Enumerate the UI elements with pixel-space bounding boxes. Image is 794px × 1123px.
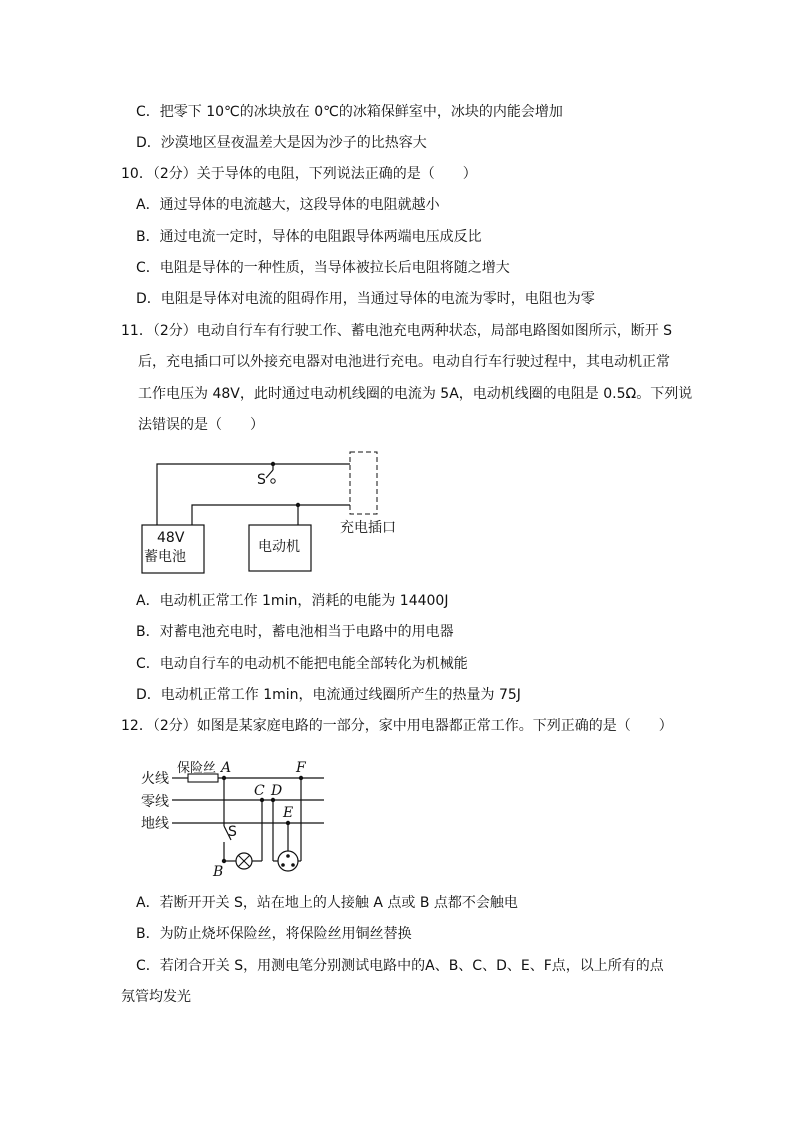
point-b-label: B xyxy=(213,864,224,880)
fuse-label: 保险丝 xyxy=(177,761,217,776)
q12-option-b: B．为防止烧坏保险丝，将保险丝用铜丝替换 xyxy=(136,926,412,942)
q11-stem-line-2: 后，充电插口可以外接充电器对电池进行充电。电动自行车行驶过程中，其电动机正常 xyxy=(138,354,670,370)
three-pin-socket-symbol xyxy=(278,851,298,871)
prev-option-d: D．沙漠地区昼夜温差大是因为沙子的比热容大 xyxy=(136,135,427,151)
q11-option-a: A．电动机正常工作 1min，消耗的电能为 14400J xyxy=(136,593,449,609)
point-d-label: D xyxy=(271,783,283,799)
point-f-label: F xyxy=(296,760,306,776)
q12-option-a: A．若断开开关 S，站在地上的人接触 A 点或 B 点都不会触电 xyxy=(136,895,518,911)
live-wire-label: 火线 xyxy=(141,771,169,787)
q10-option-a: A．通过导体的电流越大，这段导体的电阻就越小 xyxy=(136,197,440,213)
neutral-wire-label: 零线 xyxy=(141,794,169,810)
junction-a xyxy=(222,776,226,780)
q10-option-d: D．电阻是导体对电流的阻碍作用，当通过导体的电流为零时，电阻也为零 xyxy=(136,291,595,307)
charging-port-label: 充电插口 xyxy=(340,520,396,536)
junction-e xyxy=(286,821,290,825)
ground-wire-label: 地线 xyxy=(141,816,169,832)
q11-stem-line-1: 11．（2分）电动自行车有行驶工作、蓄电池充电两种状态，局部电路图如图所示，断开 S xyxy=(121,323,673,339)
q12-option-c-continuation: 氖管均发光 xyxy=(121,989,191,1005)
junction-f xyxy=(299,776,303,780)
point-c-label: C xyxy=(254,783,265,799)
lamp-symbol xyxy=(236,853,252,869)
q11-stem-line-3: 工作电压为 48V，此时通过电动机线圈的电流为 5A，电动机线圈的电阻是 0.5Ω。下列说 xyxy=(138,386,693,402)
q11-option-c: C．电动自行车的电动机不能把电能全部转化为机械能 xyxy=(136,656,468,672)
motor-name-label: 电动机 xyxy=(258,539,300,555)
switch-s-label: S xyxy=(228,824,237,840)
prev-option-c: C．把零下 10℃的冰块放在 0℃的冰箱保鲜室中，冰块的内能会增加 xyxy=(136,104,563,120)
point-e-label: E xyxy=(283,805,294,821)
switch-s-label: S xyxy=(257,472,266,488)
q11-stem-line-4: 法错误的是（ ） xyxy=(138,417,264,433)
q10-stem: 10．（2分）关于导体的电阻，下列说法正确的是（ ） xyxy=(121,166,477,182)
q11-option-b: B．对蓄电池充电时，蓄电池相当于电路中的用电器 xyxy=(136,624,454,640)
battery-name-label: 蓄电池 xyxy=(144,549,186,565)
q12-stem: 12．（2分）如图是某家庭电路的一部分，家中用电器都正常工作。下列正确的是（ ） xyxy=(121,718,673,734)
point-a-label: A xyxy=(221,760,232,776)
q10-option-b: B．通过电流一定时，导体的电阻跟导体两端电压成反比 xyxy=(136,229,482,245)
q10-option-c: C．电阻是导体的一种性质，当导体被拉长后电阻将随之增大 xyxy=(136,260,510,276)
battery-voltage-label: 48V xyxy=(157,530,185,546)
q11-option-d: D．电动机正常工作 1min，电流通过线圈所产生的热量为 75J xyxy=(136,687,521,703)
q12-option-c: C．若闭合开关 S，用测电笔分别测试电路中的A、B、C、D、E、F点，以上所有的点 xyxy=(136,958,664,974)
junction-b xyxy=(222,859,226,863)
